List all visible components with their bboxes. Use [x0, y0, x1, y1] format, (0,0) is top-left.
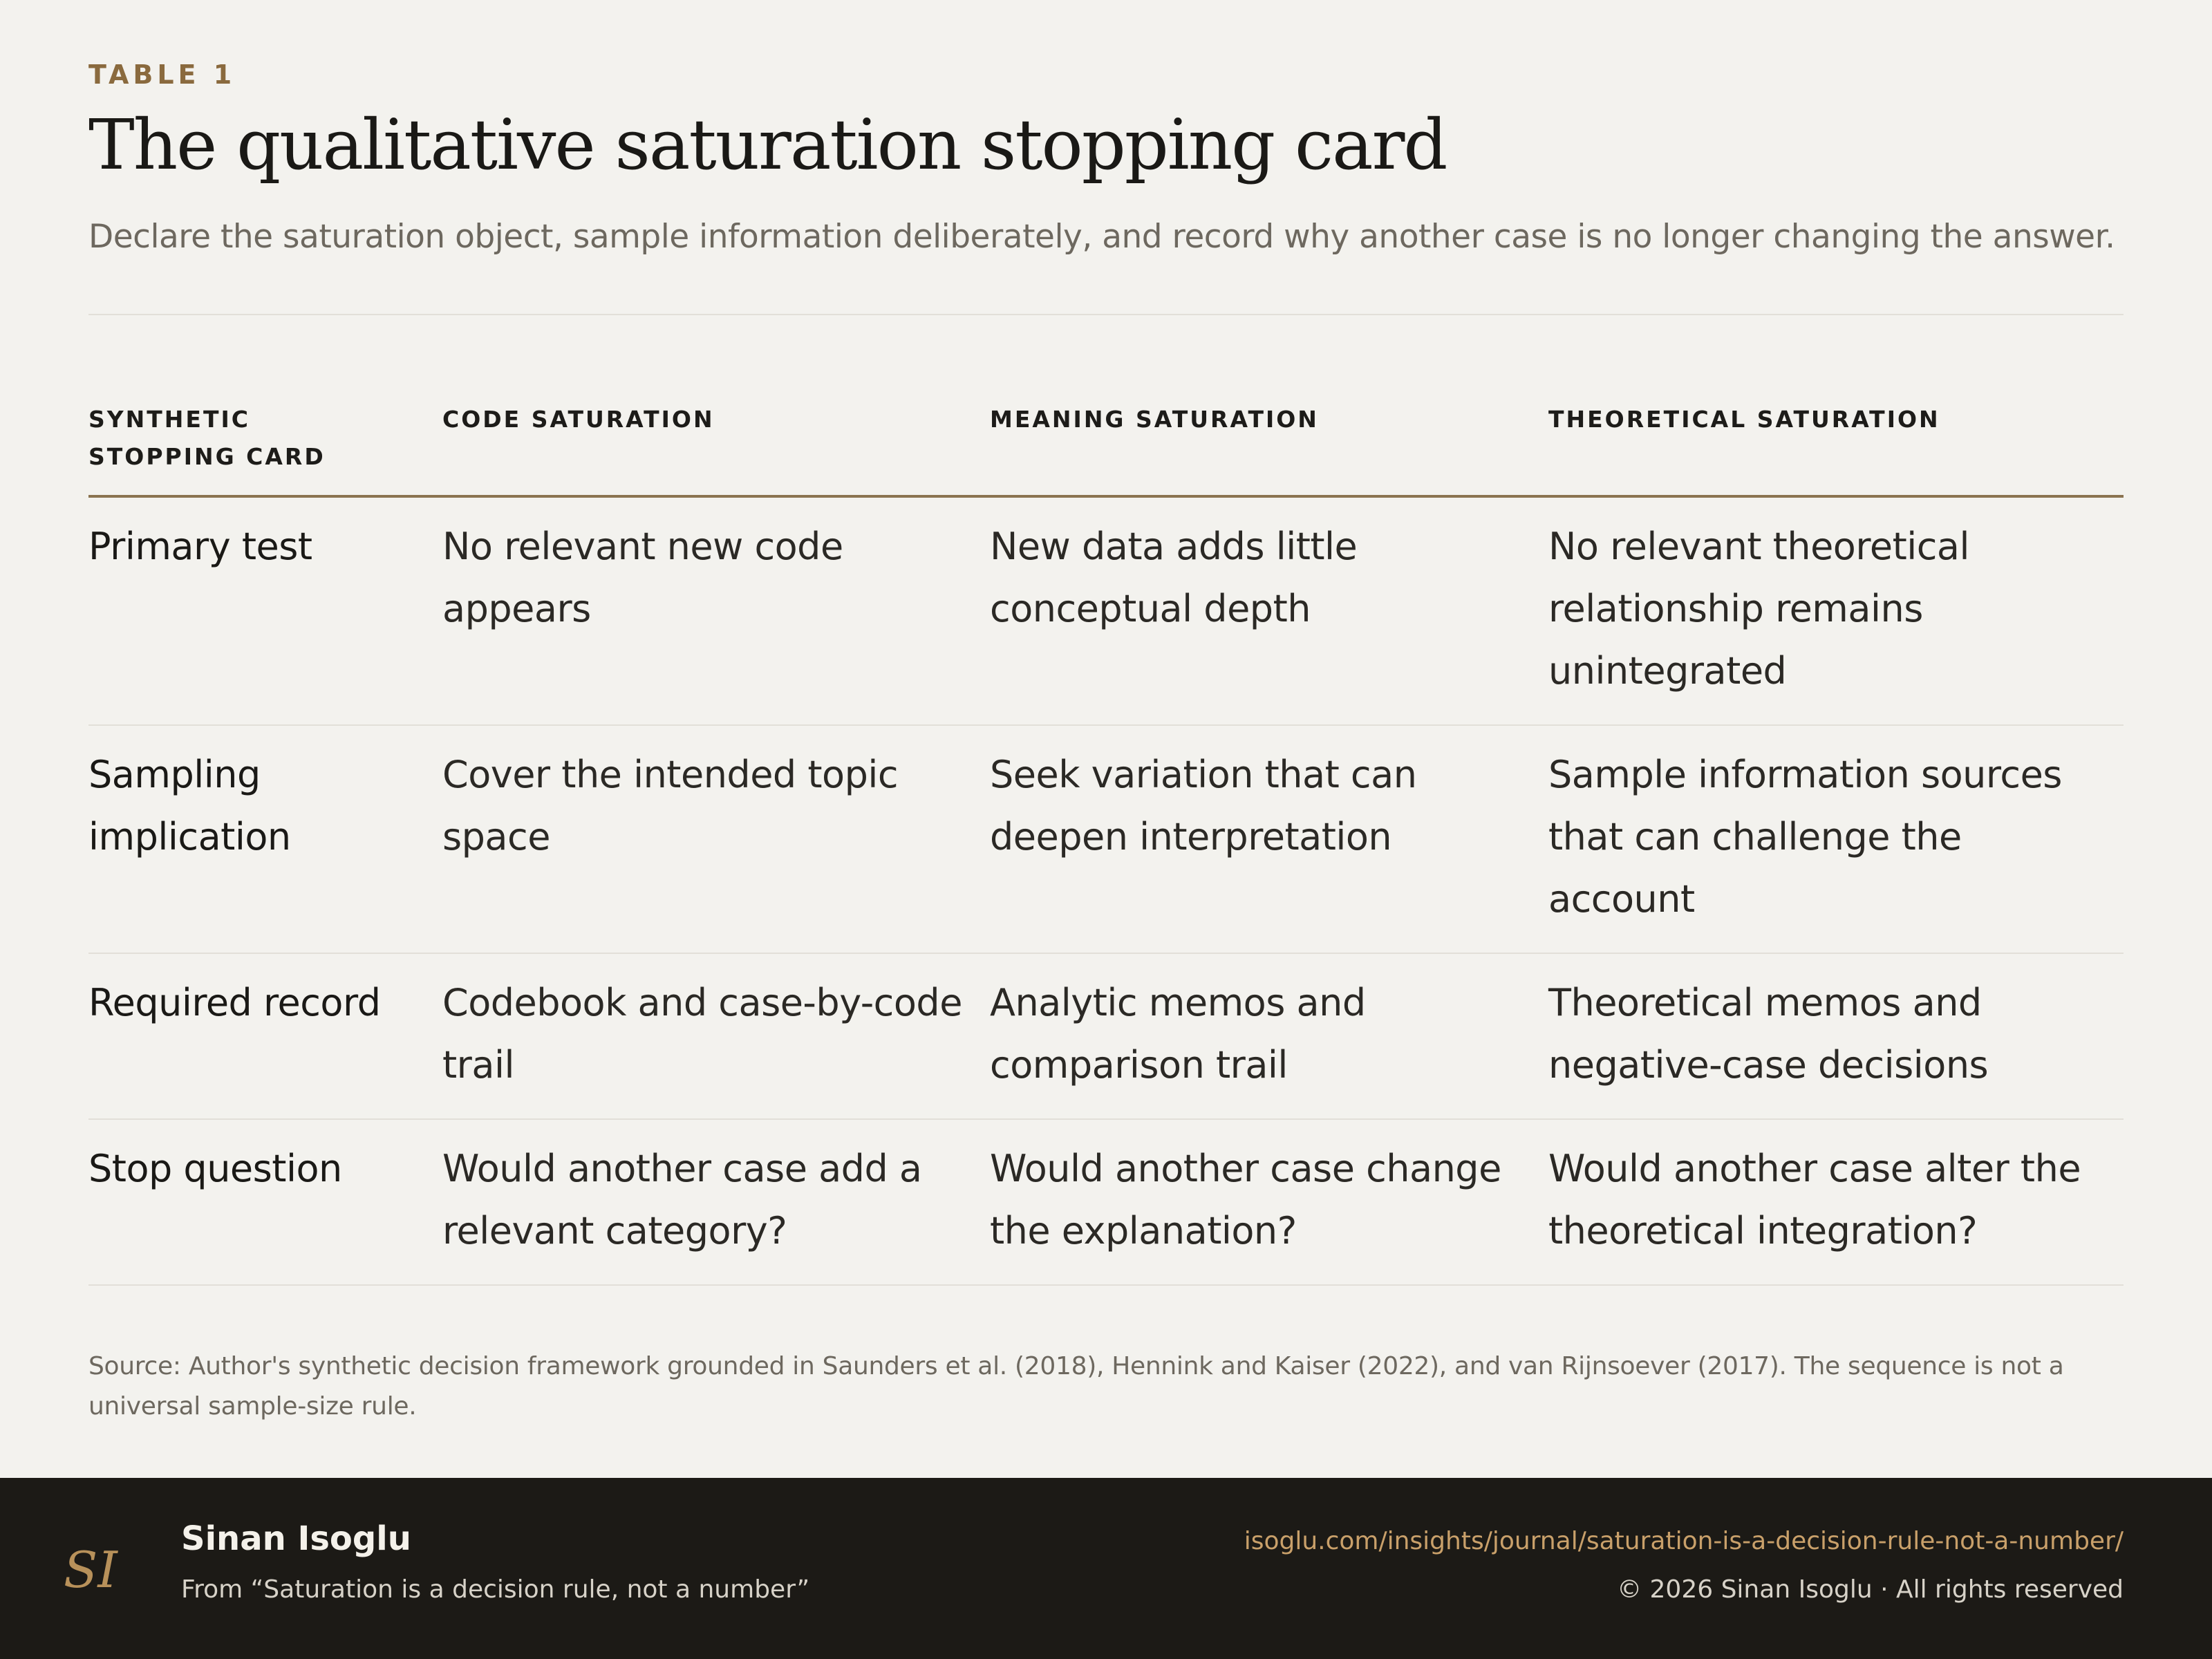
- author-name: Sinan Isoglu: [181, 1519, 411, 1558]
- table-header-row: [88, 401, 2124, 496]
- article-link[interactable]: isoglu.com/insights/journal/saturation-is-a-decision-rule-not-a-number/: [1244, 1527, 2124, 1555]
- table-label: TABLE 1: [88, 59, 236, 90]
- row-header: Primary test: [88, 496, 442, 725]
- stopping-card-table: [88, 401, 2124, 1286]
- table-cell: Analytic memos and comparison trail: [990, 953, 1548, 1119]
- table-cell: Would another case add a relevant category?: [442, 1119, 990, 1285]
- footer: [0, 1478, 2212, 1659]
- table-row: [88, 725, 2124, 953]
- column-header: CODE SATURATION: [442, 401, 990, 496]
- table-cell: No relevant theoretical relationship remains unintegrated: [1548, 496, 2124, 725]
- table-row: [88, 1119, 2124, 1285]
- row-header: Stop question: [88, 1119, 442, 1285]
- row-header: Sampling implication: [88, 725, 442, 953]
- row-header: Required record: [88, 953, 442, 1119]
- page-title: The qualitative saturation stopping card: [88, 104, 1447, 185]
- table-cell: Sample information sources that can challenge the account: [1548, 725, 2124, 953]
- table-cell: New data adds little conceptual depth: [990, 496, 1548, 725]
- table-cell: Theoretical memos and negative-case decisions: [1548, 953, 2124, 1119]
- divider: [88, 314, 2124, 315]
- column-header: THEORETICAL SATURATION: [1548, 401, 2124, 496]
- table-cell: Would another case alter the theoretical integration?: [1548, 1119, 2124, 1285]
- table-cell: Codebook and case-by-code trail: [442, 953, 990, 1119]
- page-subtitle: Declare the saturation object, sample information deliberately, and record why another case is no longer changing the answer.: [88, 218, 2115, 256]
- table-cell: Seek variation that can deepen interpretation: [990, 725, 1548, 953]
- table-cell: Cover the intended topic space: [442, 725, 990, 953]
- monogram-logo: SI: [64, 1541, 118, 1599]
- table-cell: Would another case change the explanation?: [990, 1119, 1548, 1285]
- table-cell: No relevant new code appears: [442, 496, 990, 725]
- table-row: [88, 953, 2124, 1119]
- article-reference: From “Saturation is a decision rule, not a number”: [181, 1575, 810, 1604]
- column-header: MEANING SATURATION: [990, 401, 1548, 496]
- source-note: Source: Author's synthetic decision framework grounded in Saunders et al. (2018), Hennink and Kaiser (2022), and van Rijnsoever (2017). The sequence is not a universal sample-size rule.: [88, 1352, 2064, 1421]
- table-row: [88, 496, 2124, 725]
- copyright: © 2026 Sinan Isoglu · All rights reserved: [1617, 1575, 2124, 1604]
- column-header: SYNTHETIC STOPPING CARD: [88, 401, 442, 496]
